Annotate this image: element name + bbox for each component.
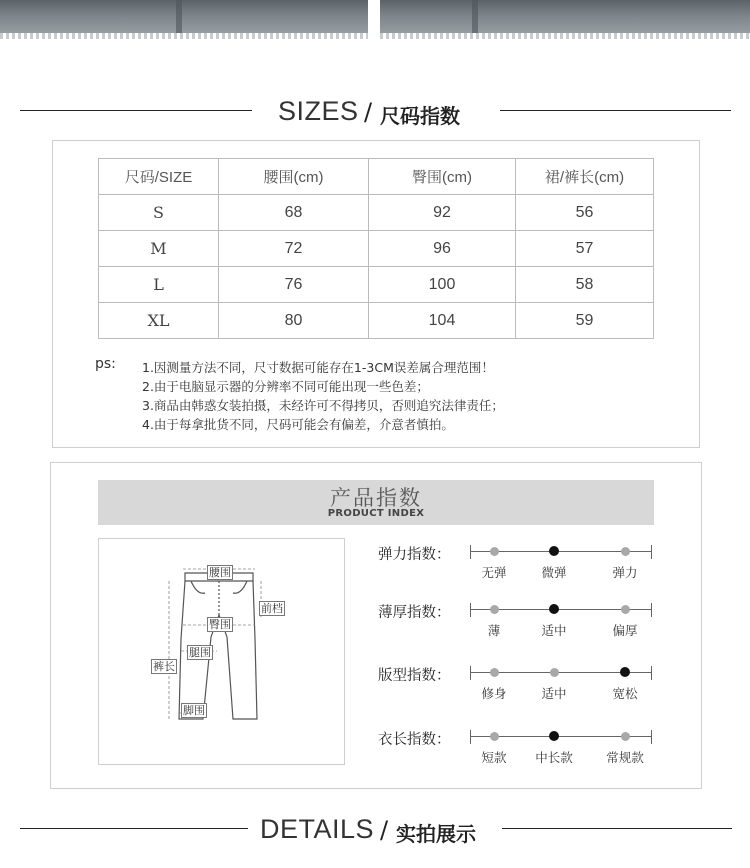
length-cell: 58 (516, 267, 654, 303)
table-row (99, 267, 654, 303)
size-table (98, 158, 654, 339)
label-thigh: 腿围 (189, 646, 211, 659)
scale-end-cap (470, 730, 471, 744)
product-index-title-cn: 产品指数 (330, 486, 422, 510)
header-cell-hip: 臀围(cm) (369, 159, 516, 195)
size-cell: S (99, 195, 219, 231)
index-scale (470, 603, 652, 617)
index-option-label: 薄 (487, 623, 501, 638)
label-hem: 脚围 (183, 704, 205, 717)
table-row (99, 195, 654, 231)
scale-end-cap (651, 545, 652, 559)
scale-end-cap (470, 545, 471, 559)
length-cell: 59 (516, 303, 654, 339)
ps-label: ps: (95, 356, 116, 372)
details-title-en: DETAILS (260, 814, 375, 844)
waist-cell: 72 (219, 231, 369, 267)
scale-dot (490, 605, 499, 614)
top-photo-left (0, 0, 368, 36)
details-title-separator: / (380, 816, 389, 844)
hip-cell: 96 (369, 231, 516, 267)
waist-cell: 76 (219, 267, 369, 303)
index-scale (470, 666, 652, 680)
note-1: 1.因测量方法不同，尺寸数据可能存在1-3CM误差属合理范围！ (142, 360, 494, 375)
index-option-label: 无弹 (481, 565, 507, 580)
scale-end-cap (470, 666, 471, 680)
index-option-label: 偏厚 (612, 623, 638, 638)
scale-dot (621, 732, 630, 741)
size-cell: L (99, 267, 219, 303)
sizes-title-cn: 尺码指数 (380, 104, 460, 128)
scale-dot-selected (549, 731, 559, 741)
table-row (99, 231, 654, 267)
scale-dot (621, 605, 630, 614)
index-scale (470, 545, 652, 559)
scale-end-cap (651, 603, 652, 617)
table-row (99, 303, 654, 339)
header-cell-size: 尺码/SIZE (99, 159, 219, 195)
scale-end-cap (651, 730, 652, 744)
index-option-label: 短款 (481, 750, 507, 765)
label-hip: 臀围 (209, 618, 231, 631)
header-cell-length: 裙/裤长(cm) (516, 159, 654, 195)
index-row-label: 版型指数： (378, 668, 451, 684)
sizes-title-en: SIZES (278, 96, 359, 126)
pants-measurement-diagram (98, 538, 345, 765)
scale-dot-selected (549, 546, 559, 556)
scale-dot (621, 547, 630, 556)
index-option-label: 适中 (541, 623, 567, 638)
index-option-label: 微弹 (541, 565, 567, 580)
hip-cell: 100 (369, 267, 516, 303)
details-title-cn: 实拍展示 (396, 822, 476, 846)
index-scale (470, 730, 652, 744)
product-index-title-en: PRODUCT INDEX (327, 508, 425, 519)
hip-cell: 104 (369, 303, 516, 339)
length-cell: 57 (516, 231, 654, 267)
size-table-header (99, 159, 654, 195)
index-option-label: 弹力 (612, 565, 638, 580)
label-waist: 腰围 (209, 566, 231, 579)
size-cell: XL (99, 303, 219, 339)
scale-dot-selected (549, 604, 559, 614)
scale-dot (490, 547, 499, 556)
note-3: 3.商品由韩惑女装拍摄，未经许可不得拷贝，否则追究法律责任； (142, 398, 504, 413)
size-cell: M (99, 231, 219, 267)
index-option-label: 常规款 (606, 750, 644, 765)
waist-cell: 68 (219, 195, 369, 231)
details-line-right (502, 828, 732, 829)
scale-dot (490, 732, 499, 741)
index-row-label: 弹力指数： (378, 547, 451, 563)
index-row-label: 薄厚指数： (378, 605, 451, 621)
hip-cell: 92 (369, 195, 516, 231)
scale-end-cap (470, 603, 471, 617)
product-index-banner (98, 480, 654, 525)
scale-dot-selected (620, 667, 630, 677)
waist-cell: 80 (219, 303, 369, 339)
label-length: 裤长 (153, 660, 175, 673)
note-2: 2.由于电脑显示器的分辨率不同可能出现一些色差； (142, 379, 429, 394)
heading-line-left (20, 110, 252, 111)
scale-dot (550, 668, 559, 677)
scale-end-cap (651, 666, 652, 680)
note-4: 4.由于每拿批货不同，尺码可能会有偏差，介意者慎拍。 (142, 417, 454, 432)
label-rise: 前档 (261, 602, 283, 615)
top-photo-right (380, 0, 750, 36)
length-cell: 56 (516, 195, 654, 231)
sizes-title-separator: / (364, 98, 373, 126)
index-option-label: 中长款 (535, 750, 573, 765)
index-row-label: 衣长指数： (378, 732, 451, 748)
header-cell-waist: 腰围(cm) (219, 159, 369, 195)
details-line-left (20, 828, 248, 829)
heading-line-right (500, 110, 731, 111)
scale-dot (490, 668, 499, 677)
index-option-label: 适中 (541, 686, 567, 701)
index-option-label: 宽松 (612, 686, 638, 701)
index-option-label: 修身 (481, 686, 507, 701)
